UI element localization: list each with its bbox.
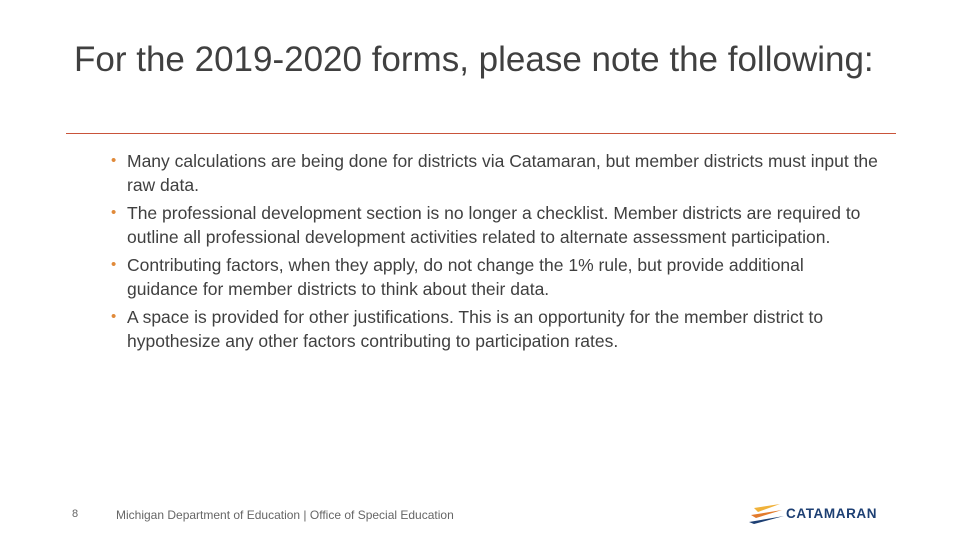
bullet-item — [108, 253, 878, 301]
sail-logo-icon — [748, 502, 788, 526]
page-number: 8 — [72, 508, 79, 520]
bullet-item — [108, 149, 878, 197]
bullet-marker: • — [111, 152, 117, 169]
footer-text: Michigan Department of Education | Office of Special Education — [116, 508, 454, 522]
bullet-marker: • — [111, 308, 117, 325]
catamaran-logo — [748, 502, 898, 526]
slide-title: For the 2019-2020 forms, please note the following: — [74, 40, 874, 79]
bullet-item — [108, 201, 878, 249]
bullet-text: A space is provided for other justifications. This is an opportunity for the member district to hypothesize any other factors contributing to participation rates. — [127, 307, 824, 351]
bullet-text: The professional development section is no longer a checklist. Member districts are required to outline all professional development activities related to alternate assessment participation. — [127, 203, 861, 247]
logo-wordmark: CATAMARAN — [786, 506, 878, 521]
bullet-list — [108, 149, 878, 357]
bullet-text: Contributing factors, when they apply, do not change the 1% rule, but provide additional guidance for member districts to think about their data. — [127, 255, 804, 299]
bullet-item — [108, 305, 878, 353]
bullet-text: Many calculations are being done for districts via Catamaran, but member districts must input the raw data. — [127, 151, 878, 195]
title-divider — [66, 133, 896, 134]
bullet-marker: • — [111, 256, 117, 273]
bullet-marker: • — [111, 204, 117, 221]
